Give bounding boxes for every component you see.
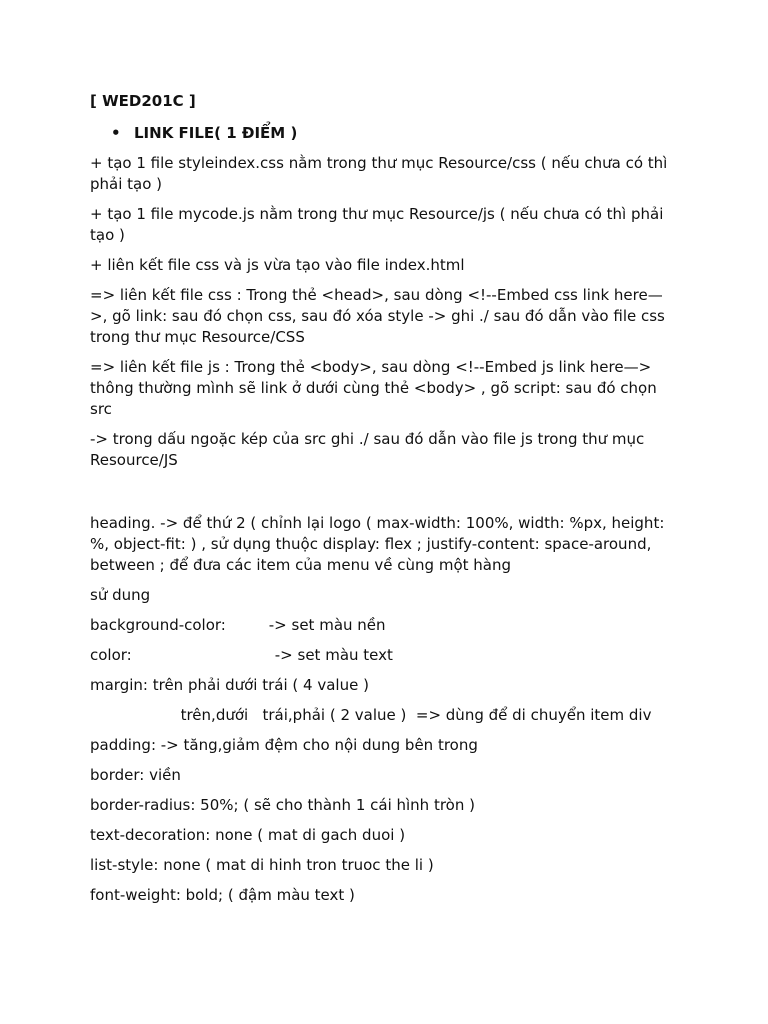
bullet-heading: LINK FILE( 1 ĐIỂM ): [134, 124, 298, 142]
paragraph: + tạo 1 file styleindex.css nằm trong thư mục Resource/css ( nếu chưa có thì phải tạo ): [90, 154, 668, 193]
bullet-item: [111, 122, 675, 144]
paragraph: + tạo 1 file mycode.js nằm trong thư mục Resource/js ( nếu chưa có thì phải tạo ): [90, 205, 664, 244]
paragraph: font-weight: bold; ( đậm màu text ): [90, 886, 355, 904]
paragraph: margin: trên phải dưới trái ( 4 value ): [90, 676, 369, 694]
paragraph: heading. -> để thứ 2 ( chỉnh lại logo ( max-width: 100%, width: %px, height: %, object-fit: ) , sử dụng thuộc display: flex ; justify-content: space-around, between ; để đưa các item của menu về cùng một hàng: [90, 514, 665, 574]
paragraph: -> trong dấu ngoặc kép của src ghi ./ sau đó dẫn vào file js trong thư mục Resource/JS: [90, 430, 645, 469]
paragraph: + liên kết file css và js vừa tạo vào file index.html: [90, 256, 465, 274]
bullet-dot-icon: •: [111, 124, 121, 142]
paragraph: list-style: none ( mat di hinh tron truoc the li ): [90, 856, 434, 874]
paragraph: => liên kết file js : Trong thẻ <body>, sau dòng <!--Embed js link here—> thông thường mình sẽ link ở dưới cùng thẻ <body> , gõ script: sau đó chọn src: [90, 358, 657, 418]
paragraph: border: viền: [90, 766, 181, 784]
paragraph: color: -> set màu text: [90, 646, 393, 664]
paragraph: => liên kết file css : Trong thẻ <head>, sau dòng <!--Embed css link here—>, gõ link: sau đó chọn css, sau đó xóa style -> ghi ./ sau đó dẫn vào file css trong thư mục Resource/CSS: [90, 286, 665, 346]
document-title: [ WED201C ]: [90, 92, 196, 110]
paragraph: padding: -> tăng,giảm đệm cho nội dung bên trong: [90, 736, 478, 754]
paragraph: background-color: -> set màu nền: [90, 616, 386, 634]
blank-line: [90, 480, 675, 513]
paragraph: text-decoration: none ( mat di gach duoi ): [90, 826, 406, 844]
paragraph: sử dung: [90, 586, 151, 604]
paragraph: border-radius: 50%; ( sẽ cho thành 1 cái hình tròn ): [90, 796, 475, 814]
paragraph: trên,dưới trái,phải ( 2 value ) => dùng để di chuyển item div: [90, 706, 652, 724]
document-page: [90, 90, 675, 915]
